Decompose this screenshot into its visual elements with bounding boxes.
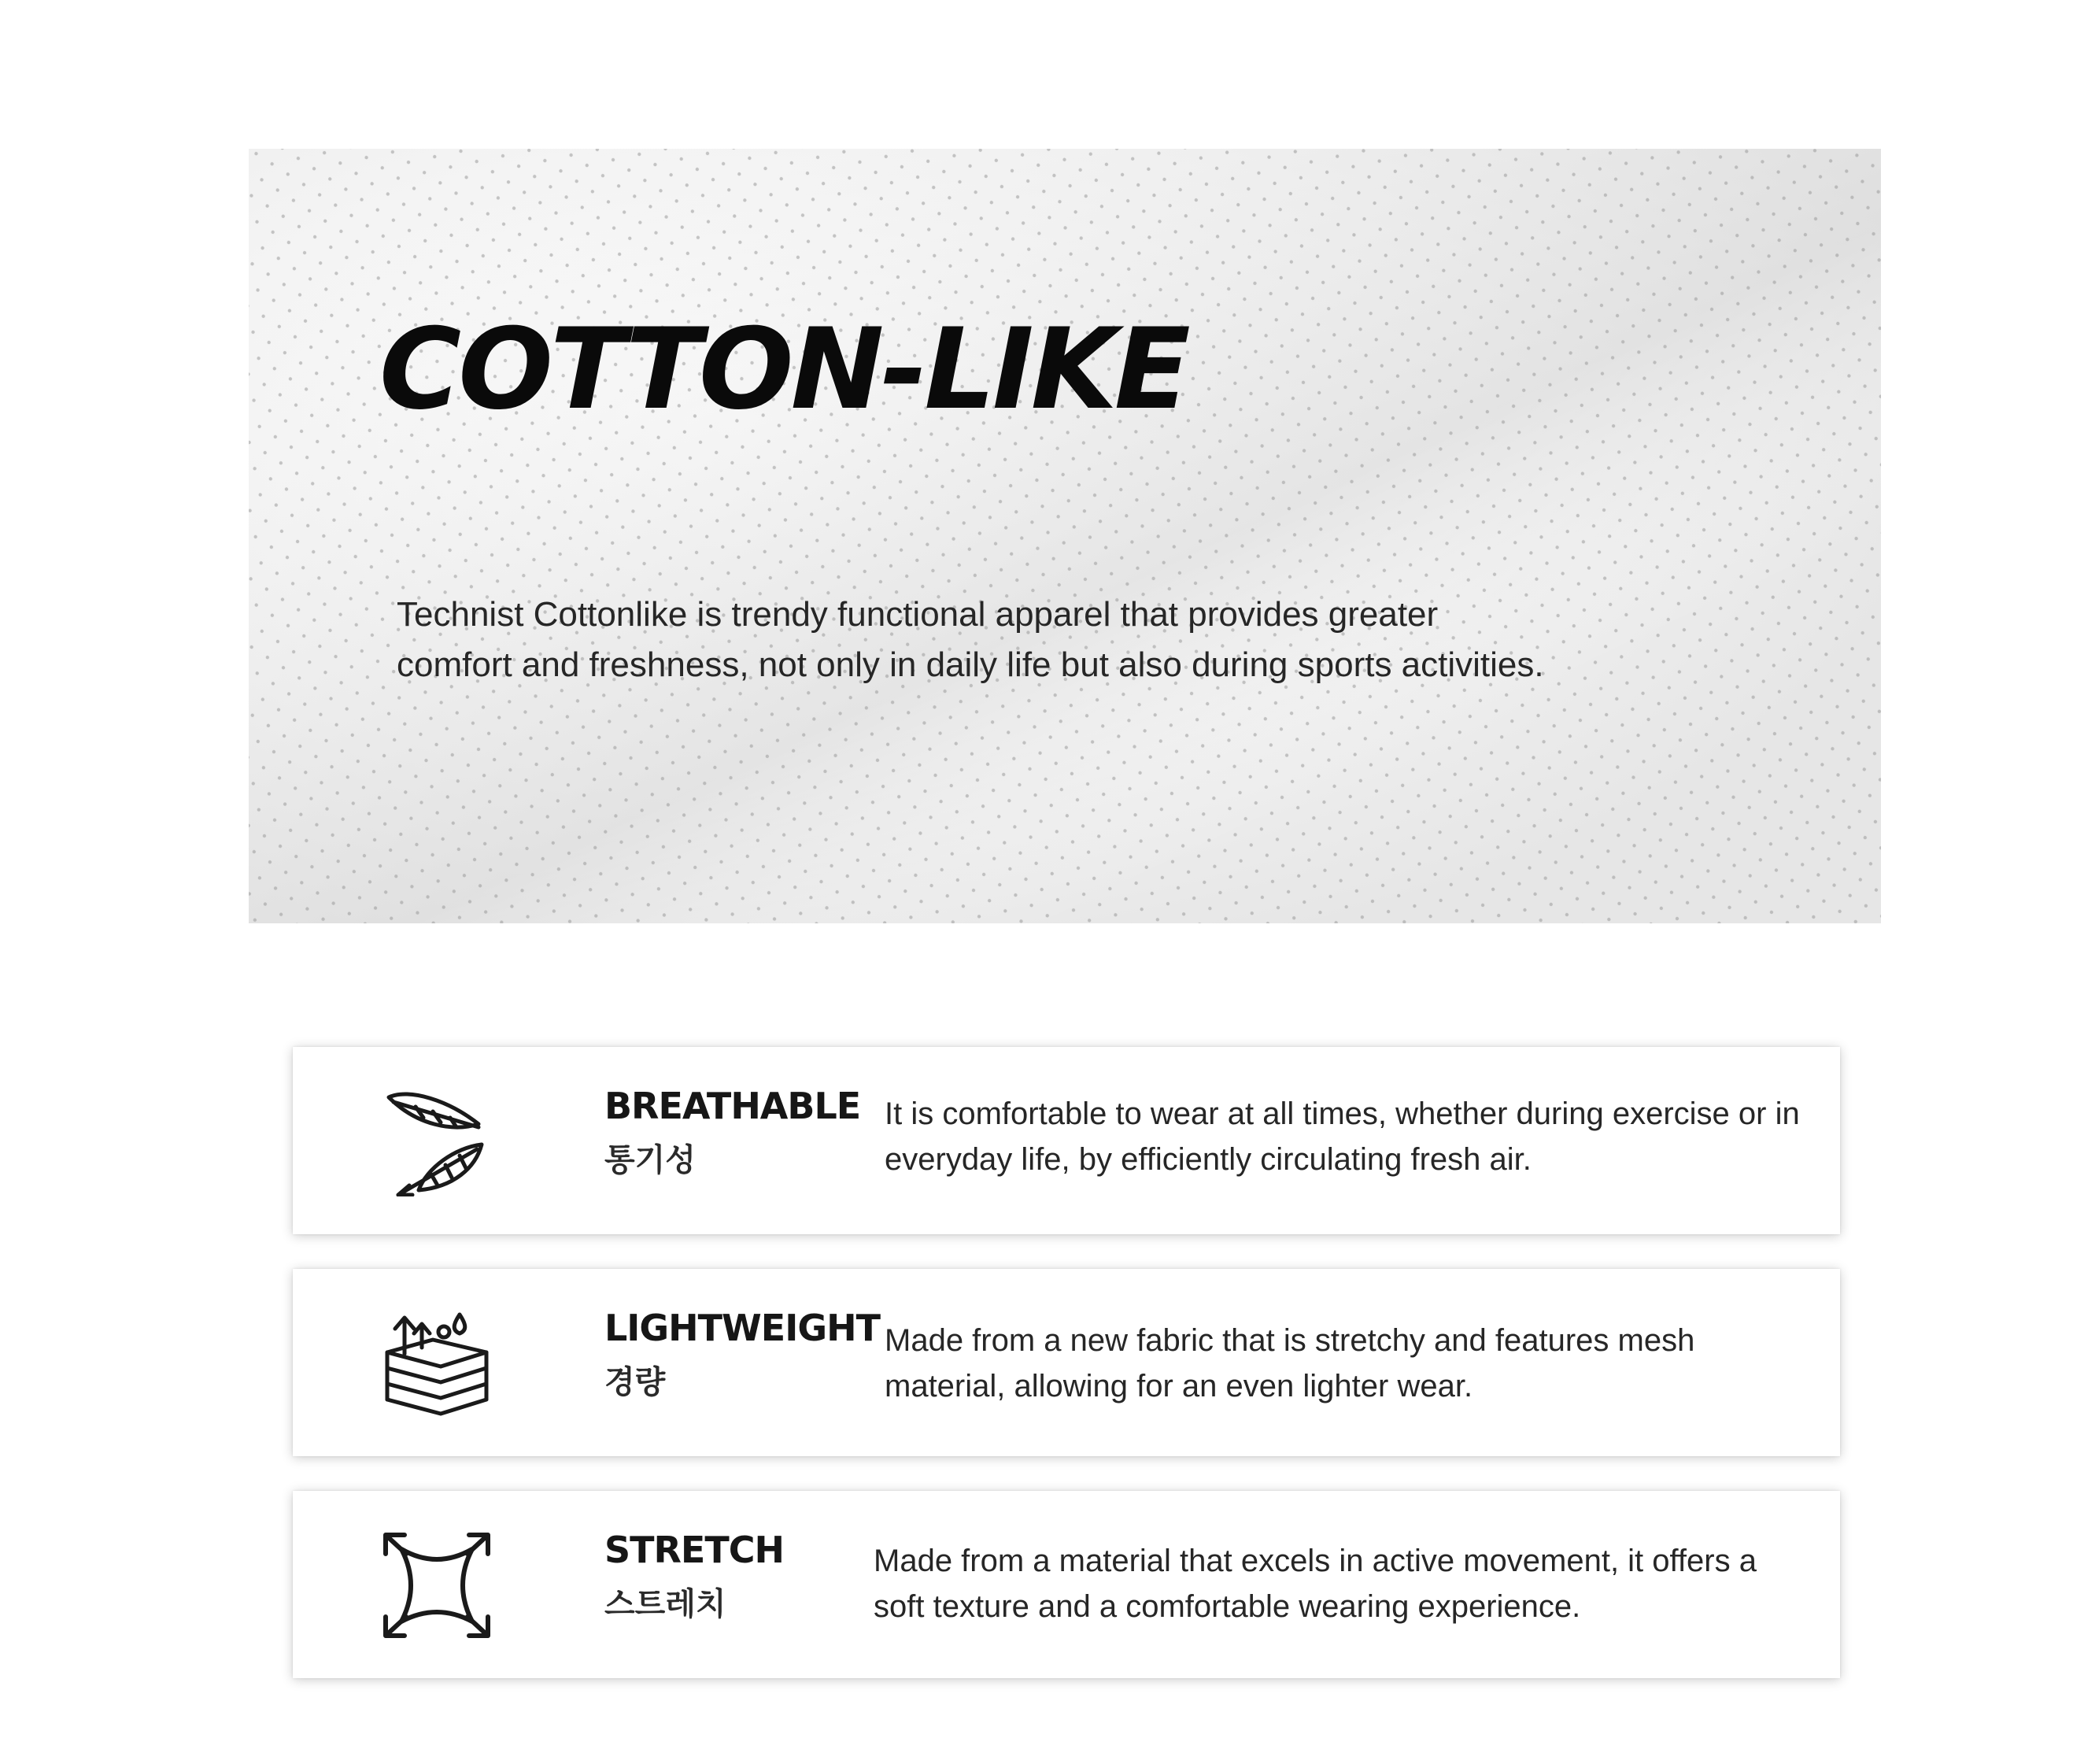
feature-description: Made from a material that excels in active movement, it offers a soft texture and a comfortable wearing experience.: [874, 1544, 1757, 1624]
feature-name: LIGHTWEIGHT: [604, 1307, 880, 1349]
feature-card-breathable: [293, 1047, 1840, 1234]
feature-name: BREATHABLE: [604, 1085, 861, 1127]
feature-description: Made from a new fabric that is stretchy and features mesh material, allowing for an even lighter wear.: [885, 1323, 1695, 1403]
feature-card-stretch: [293, 1491, 1840, 1678]
stretch-arrows-icon: [378, 1530, 496, 1640]
feature-description: It is comfortable to wear at all times, whether during exercise or in everyday life, by efficiently circulating fresh air.: [885, 1096, 1800, 1177]
feature-name-korean: 경량: [604, 1364, 666, 1400]
hero-title: COTTON-LIKE: [379, 305, 1188, 435]
feather-icon: [378, 1086, 496, 1196]
feature-name-korean: 스트레치: [604, 1586, 726, 1622]
hero-banner: [249, 149, 1881, 923]
layers-lightweight-icon: [378, 1308, 496, 1418]
mesh-fabric-background: [249, 149, 1881, 923]
hero-description: Technist Cottonlike is trendy functional apparel that provides greater comfort and freshness, not only in daily life but also during sports activities.: [397, 595, 1544, 684]
feature-name-korean: 통기성: [604, 1142, 696, 1178]
feature-name: STRETCH: [604, 1529, 784, 1571]
feature-card-lightweight: [293, 1269, 1840, 1456]
